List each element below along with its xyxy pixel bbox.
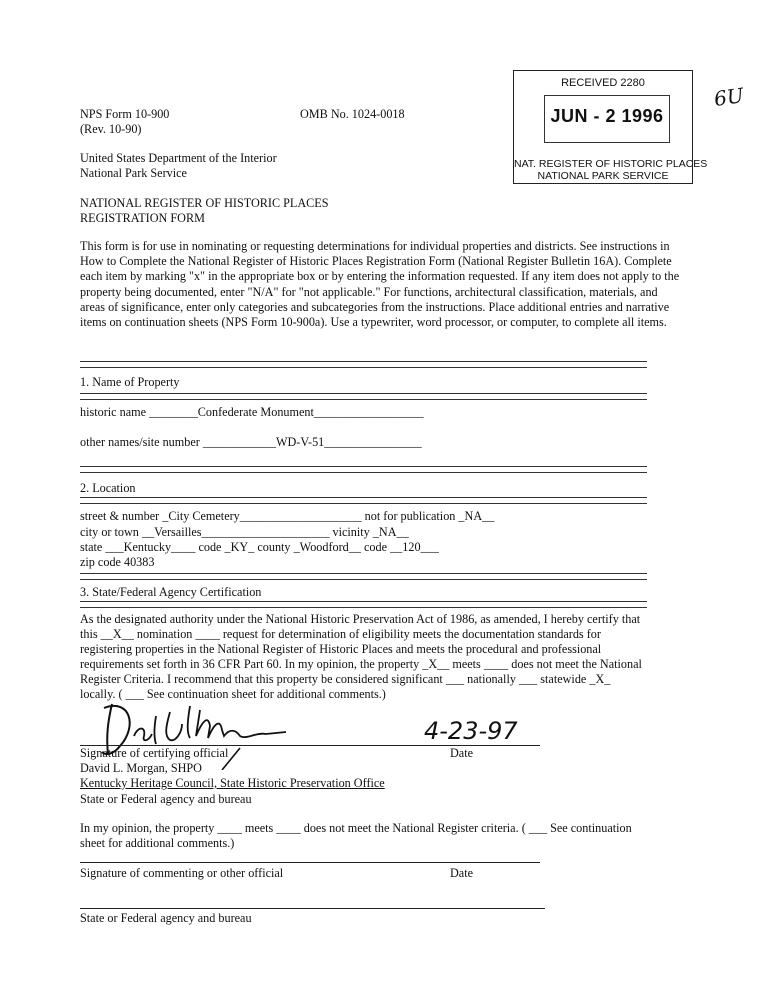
stamp-received-label: RECEIVED 2280 [561, 77, 645, 89]
section-separator [80, 466, 647, 473]
stamp-office-line2: NATIONAL PARK SERVICE [537, 170, 669, 182]
commenting-date-label: Date [450, 866, 474, 880]
margin-note: 6U [712, 83, 746, 111]
form-revision: (Rev. 10-90) [80, 122, 142, 136]
commenting-signature-line [80, 862, 540, 863]
omb-number: OMB No. 1024-0018 [300, 107, 405, 121]
certification-line: Register Criteria. I recommend that this property be considered significant ___ nationally ___ statewide _X_ [80, 672, 611, 686]
section-separator [80, 393, 647, 400]
state-county-field: state ___Kentucky____ code _KY_ county _Woodford__ code __120___ [80, 540, 439, 554]
commenting-signature-label: Signature of commenting or other official [80, 866, 284, 880]
signature-label: Signature of certifying official [80, 746, 229, 760]
signed-date: 4-23-97 [424, 717, 518, 745]
other-names-field: other names/site number ____________WD-V-51________________ [80, 435, 422, 449]
instructions-paragraph: This form is for use in nominating or requesting determinations for individual properties and districts. See instructions in How to Complete the National Register of Historic Places Registration Form (National Register Bulletin 16A). Complete each item by marking "x" in the appropriate box or by entering the information requested. If any item does not apply to the property being documented, enter "N/A" for "not applicable." For functions, architectural classification, materials, and areas of significance, enter only categories and subcategories from the instructions. Place additional entries and narrative items on continuation sheets (NPS Form 10-900a). Use a typewriter, word processor, or computer, to complete all items. [80, 239, 680, 330]
opinion-line: sheet for additional comments.) [80, 836, 235, 850]
certification-line: requirements set forth in 36 CFR Part 60. In my opinion, the property _X__ meets ____ does not meet the National [80, 657, 642, 671]
service-name: National Park Service [80, 166, 187, 180]
certifier-name: David L. Morgan, SHPO [80, 761, 202, 775]
stamp-date-box [544, 95, 670, 143]
section1-heading: 1. Name of Property [80, 375, 180, 389]
certification-line: As the designated authority under the National Historic Preservation Act of 1986, as amended, I hereby certify that [80, 612, 641, 626]
opinion-line: In my opinion, the property ____ meets ____ does not meet the National Register criteria. ( ___ See continuation [80, 821, 632, 835]
section-separator [80, 601, 647, 608]
received-stamp [513, 70, 708, 184]
section-separator [80, 361, 647, 368]
department-name: United States Department of the Interior [80, 151, 277, 165]
date-label: Date [450, 746, 474, 760]
certification-line: locally. ( ___ See continuation sheet for additional comments.) [80, 687, 386, 701]
section2-heading: 2. Location [80, 481, 136, 495]
historic-name-field: historic name ________Confederate Monument__________________ [80, 405, 424, 419]
section3-heading: 3. State/Federal Agency Certification [80, 585, 262, 599]
city-town-field: city or town __Versailles_____________________ vicinity _NA__ [80, 525, 409, 539]
commenting-agency-line [80, 908, 545, 909]
certification-line: this __X__ nomination ____ request for determination of eligibility meets the documentation standards for [80, 627, 601, 641]
agency-label: State or Federal agency and bureau [80, 792, 252, 806]
section-separator [80, 573, 647, 580]
zip-code-field: zip code 40383 [80, 555, 155, 569]
certifying-agency-name: Kentucky Heritage Council, State Historic Preservation Office [80, 776, 385, 790]
form-number: NPS Form 10-900 [80, 107, 170, 121]
stamp-date: JUN - 2 1996 [550, 106, 664, 126]
section-separator [80, 497, 647, 504]
form-title-line1: NATIONAL REGISTER OF HISTORIC PLACES [80, 196, 329, 210]
certification-line: registering properties in the National Register of Historic Places and meets the procedural and professional [80, 642, 602, 656]
stamp-office-line1: NAT. REGISTER OF HISTORIC PLACES [514, 158, 708, 170]
form-title-line2: REGISTRATION FORM [80, 211, 205, 225]
commenting-agency-label: State or Federal agency and bureau [80, 911, 252, 925]
street-number-field: street & number _City Cemetery____________________ not for publication _NA__ [80, 509, 495, 523]
